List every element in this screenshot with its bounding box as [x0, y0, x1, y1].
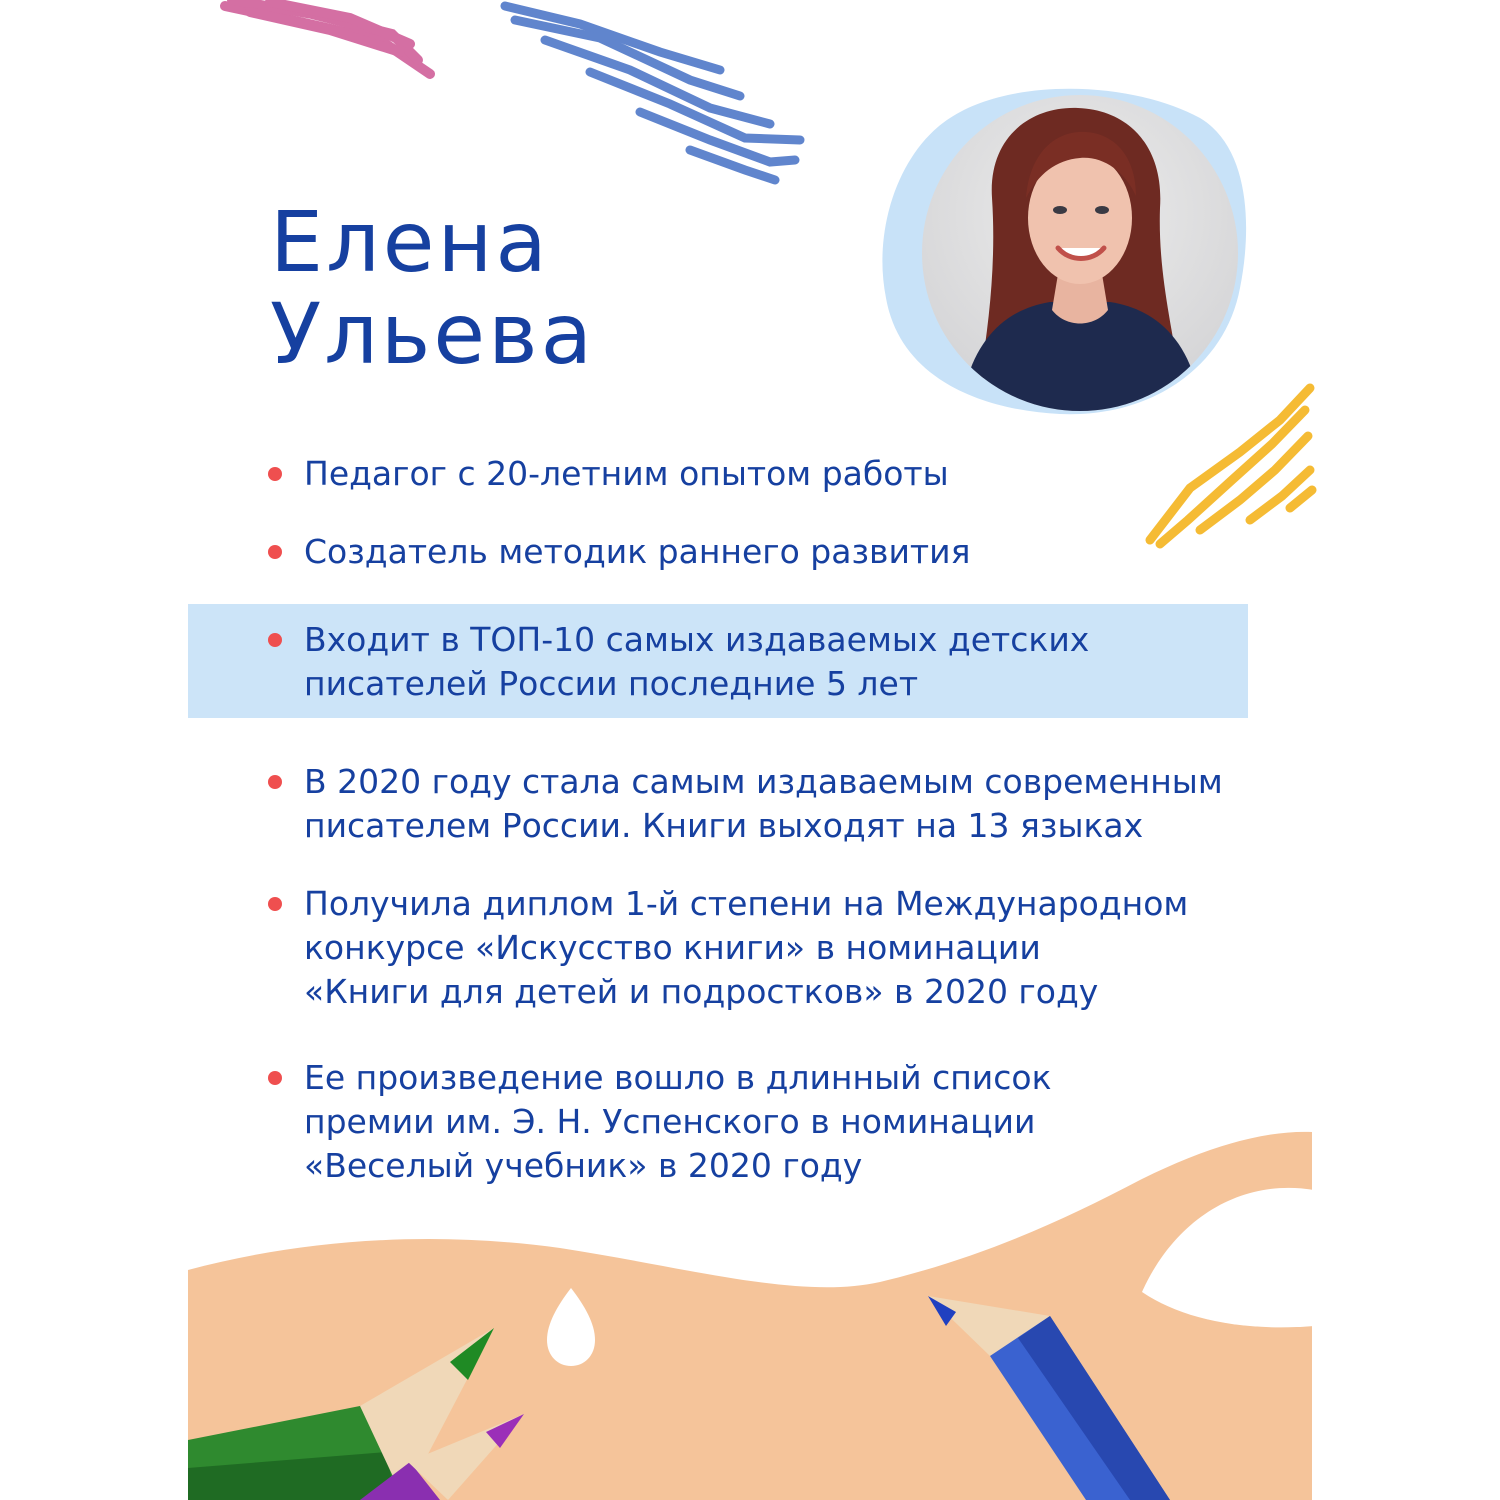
- list-item: [304, 452, 1284, 496]
- bullet-dot: [268, 545, 282, 559]
- list-item-text: «Книги для детей и подростков» в 2020 году: [304, 972, 1099, 1011]
- list-item-text: В 2020 году стала самым издаваемым современным: [304, 762, 1223, 801]
- list-item-text: Педагог с 20-летним опытом работы: [304, 454, 949, 493]
- list-item-text: Получила диплом 1-й степени на Международном: [304, 884, 1189, 923]
- list-item: [304, 530, 1284, 574]
- list-item: [304, 1056, 1284, 1188]
- list-item: [304, 760, 1284, 848]
- author-first-name: Елена: [270, 193, 550, 291]
- author-last-name: Ульева: [270, 285, 596, 383]
- list-item-text: Создатель методик раннего развития: [304, 532, 971, 571]
- bullet-dot: [268, 1071, 282, 1085]
- bullet-dot: [268, 897, 282, 911]
- list-item-text: Ее произведение вошло в длинный список: [304, 1058, 1052, 1097]
- list-item-text: конкурсе «Искусство книги» в номинации: [304, 928, 1041, 967]
- list-item-highlighted: [304, 618, 1284, 706]
- list-item-text: писателем России. Книги выходят на 13 языках: [304, 806, 1144, 845]
- list-item-text: премии им. Э. Н. Успенского в номинации: [304, 1102, 1036, 1141]
- list-item: [304, 882, 1284, 1014]
- list-item-text: «Веселый учебник» в 2020 году: [304, 1146, 863, 1185]
- bullet-dot: [268, 467, 282, 481]
- list-item-text: Входит в ТОП-10 самых издаваемых детских: [304, 620, 1090, 659]
- bullet-dot: [268, 633, 282, 647]
- list-item-text: писателей России последние 5 лет: [304, 664, 919, 703]
- bullet-dot: [268, 775, 282, 789]
